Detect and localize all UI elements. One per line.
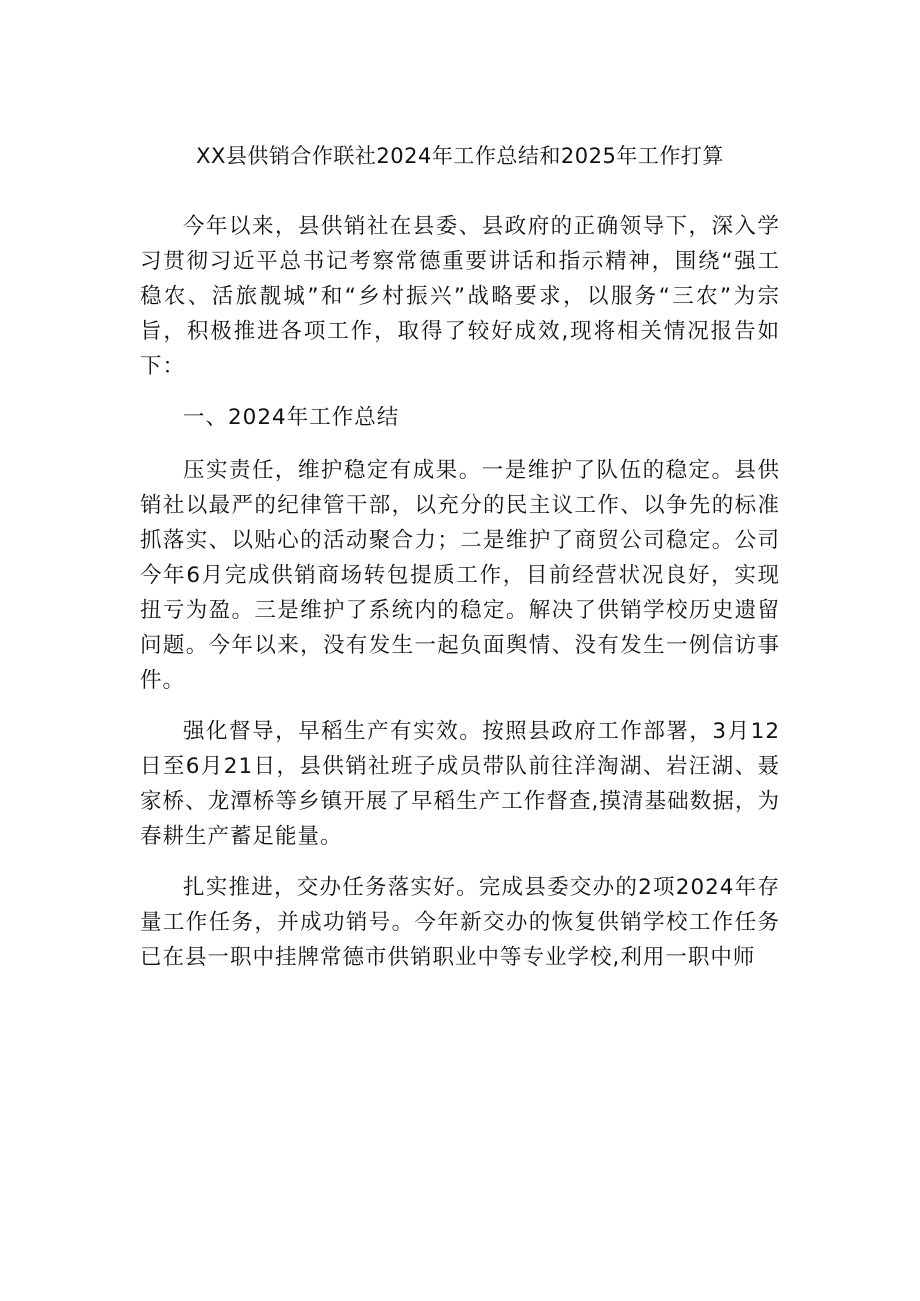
document-title: XX县供销合作联社2024年工作总结和2025年工作打算 [196,144,724,168]
section-heading: 一、2024年工作总结 [183,405,400,430]
paragraph-tasks: 扎实推进，交办任务落实好。完成县委交办的2项2024年存量工作任务，并成功销号。今年新交办的恢复供销学校工作任务已在县一职中挂牌常德市供销职业中等专业学校,利用一职中师 [140,875,780,970]
document-body [140,209,780,991]
paragraph-intro: 今年以来，县供销社在县委、县政府的正确领导下，深入学习贯彻习近平总书记考察常德重要讲话和指示精神，围绕“强工稳农、活旅靓城”和“乡村振兴”战略要求，以服务“三农”为宗旨，积极推进各项工作，取得了较好成效,现将相关情况报告如下： [140,214,780,379]
paragraph-early-rice: 强化督导，早稻生产有实效。按照县政府工作部署，3月12日至6月21日，县供销社班子成员带队前往洋淘湖、岩汪湖、聂家桥、龙潭桥等乡镇开展了早稻生产工作督查,摸清基础数据，为春耕生产蓄足能量。 [140,719,780,849]
paragraph-stability: 压实责任，维护稳定有成果。一是维护了队伍的稳定。县供销社以最严的纪律管干部，以充分的民主议工作、以争先的标准抓落实、以贴心的活动聚合力；二是维护了商贸公司稳定。公司今年6月完成供销商场转包提质工作，目前经营状况良好，实现扭亏为盈。三是维护了系统内的稳定。解决了供销学校历史遗留问题。今年以来，没有发生一起负面舆情、没有发生一例信访事件。 [140,458,780,693]
